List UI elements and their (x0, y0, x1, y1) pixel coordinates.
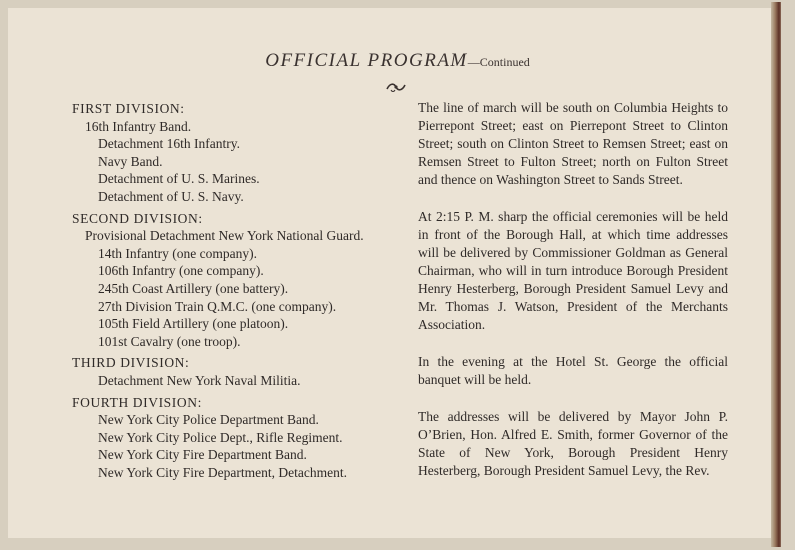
division-unit: 14th Infantry (one company). (98, 245, 257, 261)
division-unit: New York City Police Department Band. (98, 412, 319, 428)
division-unit: 16th Infantry Band. (85, 118, 192, 134)
division-unit: Detachment 16th Infantry. (98, 136, 240, 152)
division-unit: New York City Fire Department Band. (98, 447, 307, 463)
division-unit: Detachment New York Naval Militia. (98, 372, 301, 388)
division-heading: SECOND DIVISION: (72, 210, 203, 226)
next-page-edge (781, 0, 795, 550)
program-paragraph: The addresses will be delivered by Mayor John P. O’Brien, Hon. Alfred E. Smith, former Governor of the State of New York, Borough President Henry Hesterberg, Borough President Samuel Levy, the Rev. (418, 409, 728, 478)
division-unit: 27th Division Train Q.M.C. (one company). (98, 298, 337, 314)
division-unit: Detachment of U. S. Marines. (98, 171, 260, 187)
program-paragraph: At 2:15 P. M. sharp the official ceremonies will be held in front of the Borough Hall, at which time addresses will be delivered by Commissioner Goldman as General Chairman, who will in turn introduce Borough President Henry Hesterberg, Borough President Samuel Levy and Mr. Thomas J. Watson, President of the Merchants Association. (418, 209, 728, 332)
division-unit: Provisional Detachment New York National Guard. (85, 228, 364, 244)
division-unit: New York City Fire Department, Detachment. (98, 464, 347, 480)
division-unit: New York City Police Dept., Rifle Regiment. (98, 429, 343, 445)
division-unit: 245th Coast Artillery (one battery). (98, 280, 289, 296)
division-unit: 106th Infantry (one company). (98, 263, 264, 279)
division-unit: Navy Band. (98, 153, 163, 169)
division-unit: 101st Cavalry (one troop). (98, 333, 241, 349)
division-unit: 105th Field Artillery (one platoon). (98, 316, 289, 332)
parade-divisions (72, 100, 402, 481)
book-spine (771, 2, 781, 547)
title-text: OFFICIAL PROGRAM (265, 50, 468, 71)
division-heading: THIRD DIVISION: (72, 355, 190, 371)
page-title (0, 50, 795, 72)
division-unit: Detachment of U. S. Navy. (98, 188, 244, 204)
title-subtitle: —Continued (467, 55, 530, 69)
division-heading: FOURTH DIVISION: (72, 394, 202, 410)
program-text (418, 99, 728, 480)
program-paragraph: In the evening at the Hotel St. George the official banquet will be held. (418, 354, 728, 387)
program-paragraph: The line of march will be south on Columbia Heights to Pierrepont Street; east on Pierrepont Street to Clinton Street; south on Clinton Street to Remsen Street; east on Remsen Street to Fulton Street; north on Fulton Street and thence on Washington Street to Sands Street. (418, 100, 728, 187)
fleuron-ornament-icon (385, 80, 407, 94)
division-heading: FIRST DIVISION: (72, 101, 185, 116)
